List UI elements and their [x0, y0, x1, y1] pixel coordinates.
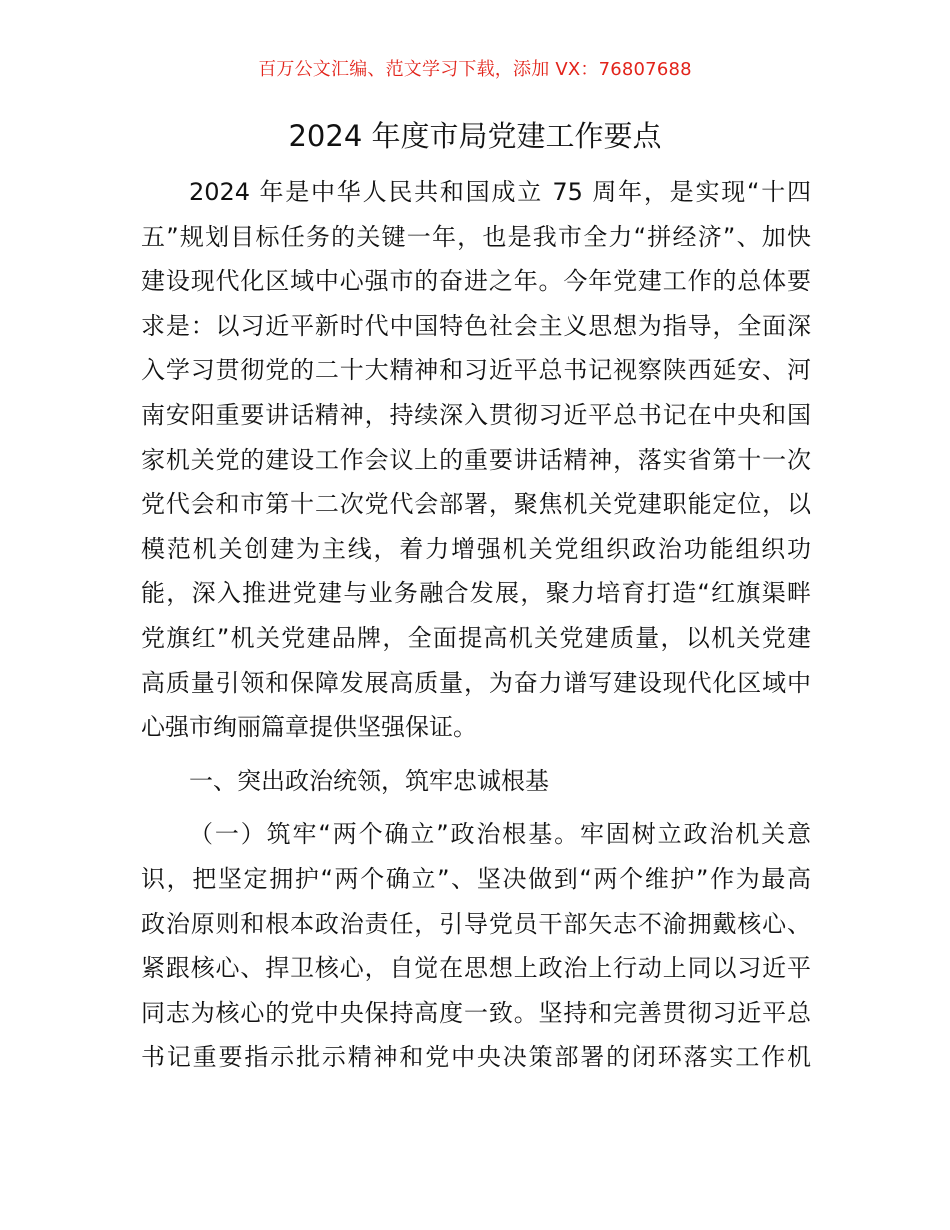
paragraph-line: 家机关党的建设工作会议上的重要讲话精神，落实省第十一次	[141, 445, 811, 474]
paragraph-line: 政治原则和根本政治责任，引导党员干部矢志不渝拥戴核心、	[141, 909, 811, 938]
paragraph-line: 书记重要指示批示精神和党中央决策部署的闭环落实工作机	[141, 1043, 811, 1072]
paragraph-line: 识，把坚定拥护“两个确立”、坚决做到“两个维护”作为最高	[141, 864, 811, 893]
paragraph-line: 五”规划目标任务的关键一年，也是我市全力“拼经济”、加快	[141, 222, 811, 251]
paragraph-line: 建设现代化区域中心强市的奋进之年。今年党建工作的总体要	[141, 267, 811, 296]
intro-paragraph	[141, 170, 811, 750]
paragraph-line: 模范机关创建为主线，着力增强机关党组织政治功能组织功	[141, 534, 811, 563]
paragraph-line: 求是：以习近平新时代中国特色社会主义思想为指导，全面深	[141, 311, 811, 340]
section-heading: 一、突出政治统领，筑牢忠诚根基	[189, 766, 549, 795]
paragraph-line: （一）筑牢“两个确立”政治根基。牢固树立政治机关意	[189, 820, 811, 849]
subsection-paragraph	[141, 812, 811, 1080]
paragraph-line: 党旗红”机关党建品牌，全面提高机关党建质量，以机关党建	[141, 623, 811, 652]
paragraph-gap	[141, 803, 811, 812]
paragraph-line: 党代会和市第十二次党代会部署，聚焦机关党建职能定位，以	[141, 490, 811, 519]
document-body	[141, 170, 811, 1080]
paragraph-gap	[141, 750, 811, 759]
paragraph-line: 南安阳重要讲话精神，持续深入贯彻习近平总书记在中央和国	[141, 400, 811, 429]
header-note: 百万公文汇编、范文学习下载，添加 VX：76807688	[258, 59, 692, 80]
paragraph-line: 能，深入推进党建与业务融合发展，聚力培育打造“红旗渠畔	[141, 579, 811, 608]
paragraph-line: 同志为核心的党中央保持高度一致。坚持和完善贯彻习近平总	[141, 998, 811, 1027]
paragraph-line: 2024 年是中华人民共和国成立 75 周年，是实现“十四	[189, 178, 811, 206]
document-title: 2024 年度市局党建工作要点	[288, 119, 662, 153]
paragraph-line: 紧跟核心、捍卫核心，自觉在思想上政治上行动上同以习近平	[141, 954, 811, 983]
paragraph-line: 心强市绚丽篇章提供坚强保证。	[141, 713, 477, 742]
paragraph-line: 高质量引领和保障发展高质量，为奋力谱写建设现代化区域中	[141, 668, 811, 697]
paragraph-line: 入学习贯彻党的二十大精神和习近平总书记视察陕西延安、河	[141, 356, 811, 385]
